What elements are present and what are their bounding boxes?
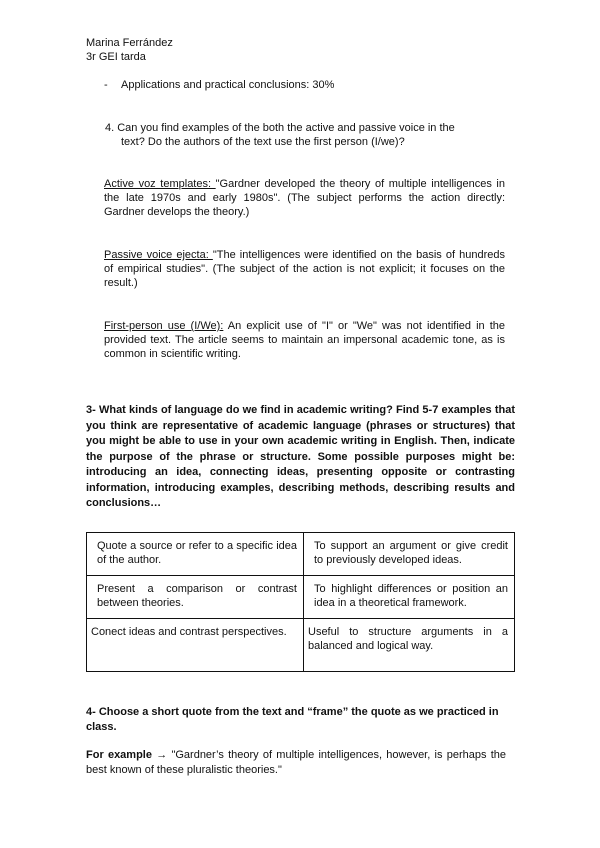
active-voice-answer	[104, 177, 505, 219]
question-4a-line2: text? Do the authors of the text use the first person (I/we)?	[121, 136, 405, 148]
academic-language-table	[86, 532, 515, 672]
passive-voice-label: Passive voice ejecta:	[104, 249, 213, 261]
table-cell-purpose: Useful to structure arguments in a balanced and logical way.	[304, 619, 515, 672]
active-voice-label: Active voz templates:	[104, 178, 216, 190]
active-voice-text: "Gardner developed the theory of multiple intelligences in the late 1970s and early 1980s". (The subject performs the action directly: Gardner develops the theory.)	[104, 178, 505, 218]
bullet-text: Applications and practical conclusions: 30%	[121, 79, 335, 91]
question-4a	[105, 121, 505, 149]
first-person-label: First-person use (I/We):	[104, 320, 224, 332]
table-cell-phrase: Quote a source or refer to a specific idea of the author.	[87, 533, 304, 576]
table-row	[87, 533, 515, 576]
bullet-dash: -	[104, 79, 108, 91]
student-group: 3r GEI tarda	[86, 51, 146, 63]
student-name: Marina Ferrández	[86, 37, 173, 49]
passive-voice-answer	[104, 248, 505, 290]
bullet-item	[104, 78, 334, 92]
table-cell-phrase: Present a comparison or contrast between theories.	[87, 576, 304, 619]
question-4b: 4- Choose a short quote from the text and “frame” the quote as we practiced in class.	[86, 706, 499, 733]
table-cell-phrase: Conect ideas and contrast perspectives.	[87, 619, 304, 672]
passive-voice-text: "The intelligences were identified on the basis of hundreds of empirical studies". (The subject of the action is not explicit; it focuses on the result.)	[104, 249, 505, 289]
arrow-icon: →	[151, 749, 172, 761]
first-person-answer	[104, 319, 505, 361]
first-person-text: An explicit use of "I" or "We" was not identified in the provided text. The article seems to maintain an impersonal academic tone, as is common in scientific writing.	[104, 320, 505, 360]
table-cell-purpose: To support an argument or give credit to previously developed ideas.	[304, 533, 515, 576]
example-quote	[86, 748, 506, 778]
example-label: For example	[86, 749, 152, 761]
table-row	[87, 619, 515, 672]
table-cell-purpose: To highlight differences or position an idea in a theoretical framework.	[304, 576, 515, 619]
table-row	[87, 576, 515, 619]
question-3: 3- What kinds of language do we find in academic writing? Find 5-7 examples that you think are representative of academic language (phrases or structures) that you might be able to use in your own academic writing in English. Then, indicate the purpose of the phrase or structure. Some possible purposes might be: introducing an idea, connecting ideas, presenting opposite or contrasting information, introducing examples, describing methods, describing results and conclusions…	[86, 404, 515, 509]
student-header	[86, 36, 173, 64]
question-4a-line1: 4. Can you find examples of the both the active and passive voice in the	[105, 122, 455, 134]
example-text: "Gardner’s theory of multiple intelligences, however, is perhaps the best known of these pluralistic theories."	[86, 749, 506, 776]
